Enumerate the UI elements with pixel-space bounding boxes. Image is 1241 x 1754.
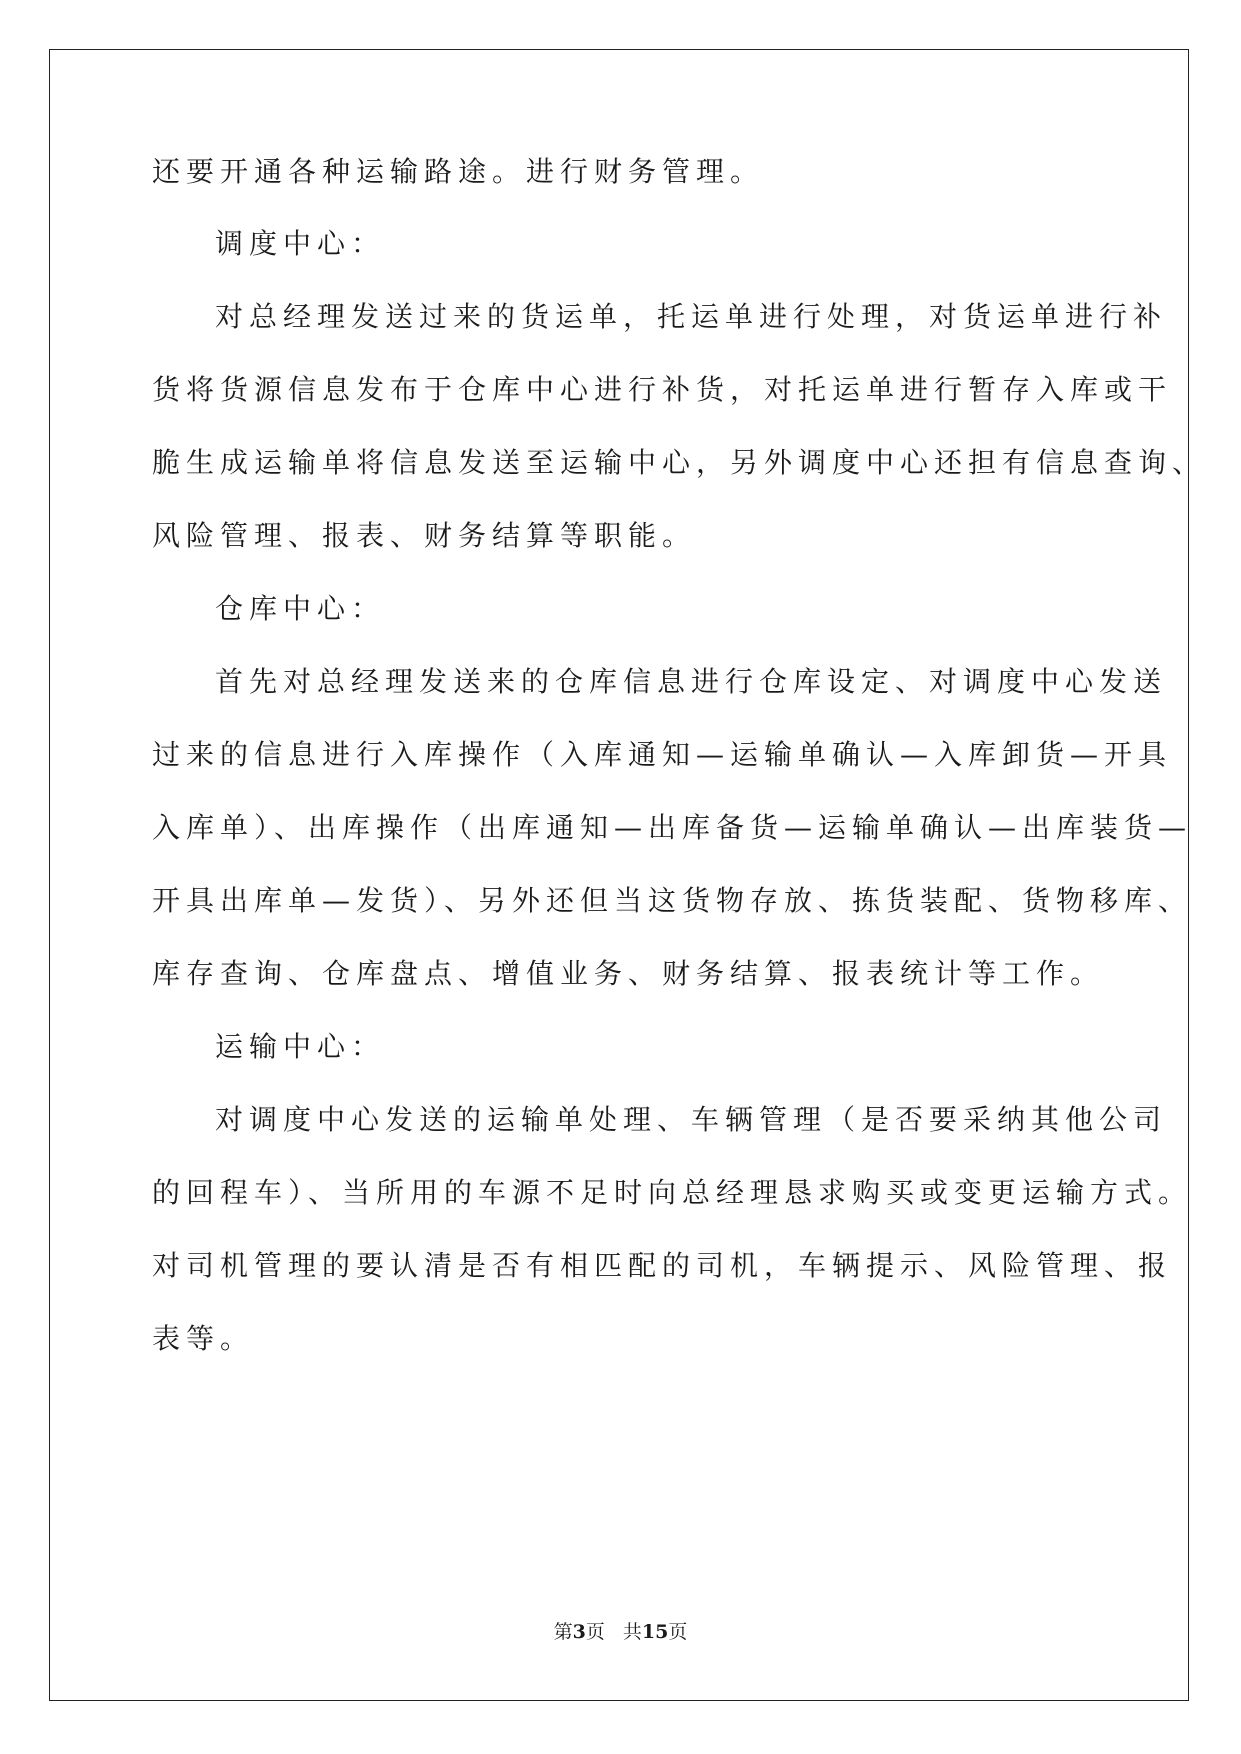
total-prefix: 共 <box>622 1621 642 1643</box>
section-heading-dispatch-center: 调度中心： <box>215 227 386 260</box>
section-heading-warehouse-center: 仓库中心： <box>215 592 386 625</box>
text-line: 过来的信息进行入库操作（入库通知—运输单确认—入库卸货—开具 <box>152 738 1173 771</box>
total-suffix: 页 <box>668 1621 688 1643</box>
text-line: 还要开通各种运输路途。进行财务管理。 <box>152 155 765 188</box>
text-line: 风险管理、报表、财务结算等职能。 <box>152 519 697 552</box>
text-line: 入库单）、出库操作（出库通知—出库备货—运输单确认—出库装货— <box>152 811 1193 844</box>
text-line: 开具出库单—发货）、另外还但当这货物存放、拣货装配、货物移库、 <box>152 884 1193 917</box>
page-number: 3 <box>572 1621 586 1643</box>
total-pages: 15 <box>641 1621 669 1643</box>
text-line: 表等。 <box>152 1322 255 1355</box>
text-line: 货将货源信息发布于仓库中心进行补货，对托运单进行暂存入库或干 <box>152 373 1173 406</box>
page-border <box>49 49 1189 1701</box>
text-line: 首先对总经理发送来的仓库信息进行仓库设定、对调度中心发送 <box>215 665 1168 698</box>
text-line: 库存查询、仓库盘点、增值业务、财务结算、报表统计等工作。 <box>152 957 1105 990</box>
text-line: 脆生成运输单将信息发送至运输中心，另外调度中心还担有信息查询、 <box>152 446 1207 479</box>
page-prefix: 第 <box>553 1621 573 1643</box>
text-line: 对总经理发送过来的货运单，托运单进行处理，对货运单进行补 <box>215 300 1168 333</box>
text-line: 对司机管理的要认清是否有相匹配的司机，车辆提示、风险管理、报 <box>152 1249 1173 1282</box>
section-heading-transport-center: 运输中心： <box>215 1030 386 1063</box>
page-footer <box>0 1620 1241 1644</box>
page-suffix: 页 <box>585 1621 605 1643</box>
text-line: 的回程车）、当所用的车源不足时向总经理恳求购买或变更运输方式。 <box>152 1176 1193 1209</box>
text-line: 对调度中心发送的运输单处理、车辆管理（是否要采纳其他公司 <box>215 1103 1168 1136</box>
